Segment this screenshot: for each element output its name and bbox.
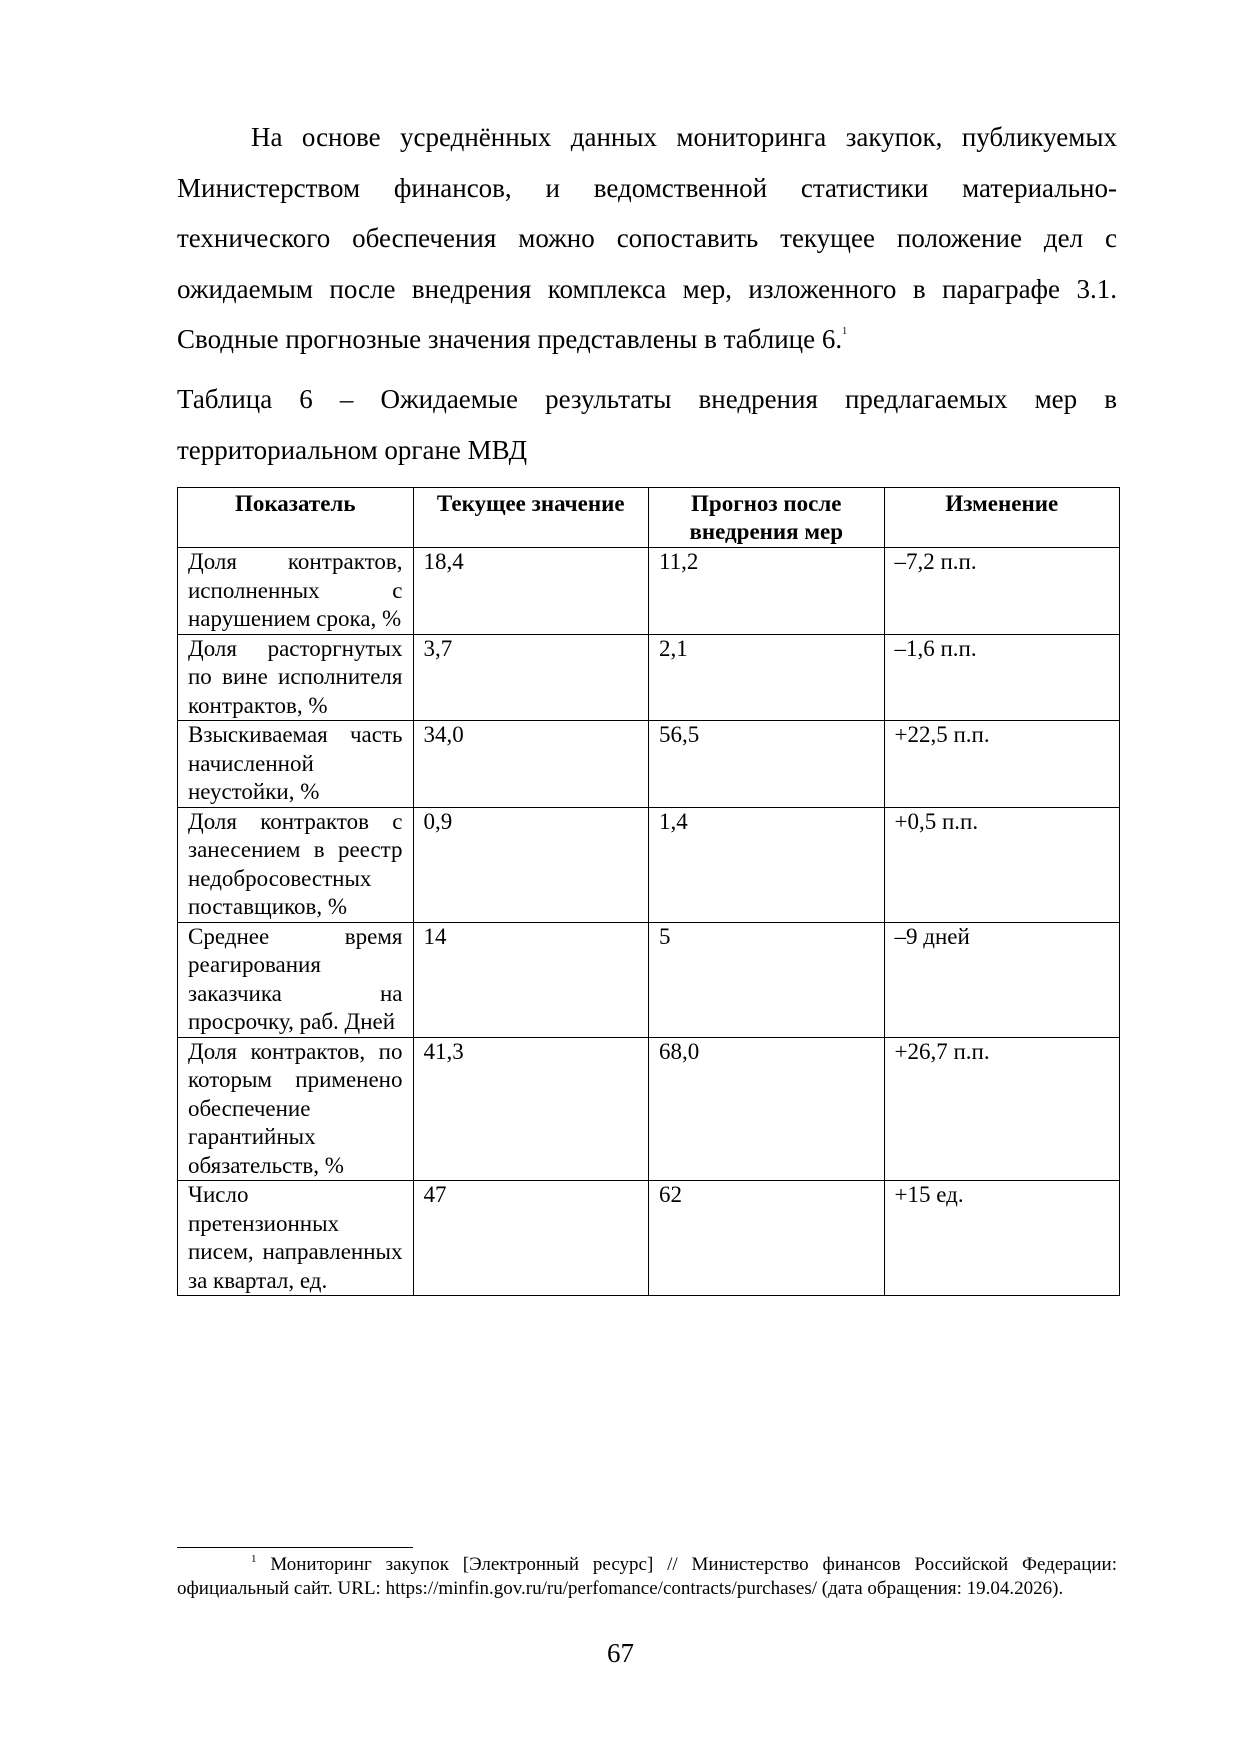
cell-forecast: 62 (649, 1181, 885, 1296)
cell-indicator: Доля расторгнутых по вине исполнителя контрактов, % (178, 634, 414, 721)
cell-forecast: 68,0 (649, 1037, 885, 1181)
cell-forecast: 11,2 (649, 548, 885, 635)
footnote-text: Мониторинг закупок [Электронный ресурс] // Министерство финансов Российской Федерации: официальный сайт. URL: https://minfin.gov.ru/ru/perfomance/contracts/purchases/ (дата обращения: 19.04.2026). (177, 1554, 1117, 1599)
cell-change: +15 ед. (884, 1181, 1120, 1296)
cell-indicator: Доля контрактов с занесением в реестр недобросовестных поставщиков, % (178, 807, 414, 922)
table-row (178, 1181, 1120, 1296)
cell-forecast: 2,1 (649, 634, 885, 721)
table-row (178, 922, 1120, 1037)
header-current-value: Текущее значение (413, 488, 649, 548)
table-row (178, 807, 1120, 922)
cell-indicator: Доля контрактов, по которым применено обеспечение гарантийных обязательств, % (178, 1037, 414, 1181)
cell-change: +22,5 п.п. (884, 721, 1120, 808)
cell-indicator: Взыскиваемая часть начисленной неустойки, % (178, 721, 414, 808)
table-row (178, 634, 1120, 721)
cell-current: 0,9 (413, 807, 649, 922)
cell-current: 18,4 (413, 548, 649, 635)
cell-current: 41,3 (413, 1037, 649, 1181)
table-header-row (178, 488, 1120, 548)
page-number: 67 (607, 1638, 634, 1668)
cell-current: 14 (413, 922, 649, 1037)
cell-change: –1,6 п.п. (884, 634, 1120, 721)
cell-indicator: Среднее время реагирования заказчика на просрочку, раб. Дней (178, 922, 414, 1037)
table-row (178, 548, 1120, 635)
header-change: Изменение (884, 488, 1120, 548)
header-forecast: Прогноз после внедрения мер (649, 488, 885, 548)
cell-current: 47 (413, 1181, 649, 1296)
table-row (178, 1037, 1120, 1181)
cell-current: 3,7 (413, 634, 649, 721)
table-caption: Таблица 6 – Ожидаемые результаты внедрения предлагаемых мер в территориальном органе МВД (177, 384, 1117, 465)
footnote-separator (177, 1547, 413, 1548)
body-paragraph (177, 112, 1117, 365)
cell-change: –7,2 п.п. (884, 548, 1120, 635)
cell-change: +0,5 п.п. (884, 807, 1120, 922)
results-table (177, 487, 1120, 1296)
cell-change: –9 дней (884, 922, 1120, 1037)
footnote (177, 1553, 1117, 1600)
cell-indicator: Доля контрактов, исполненных с нарушением срока, % (178, 548, 414, 635)
footnote-reference[interactable]: 1 (842, 326, 848, 337)
cell-indicator: Число претензионных писем, направленных за квартал, ед. (178, 1181, 414, 1296)
cell-forecast: 5 (649, 922, 885, 1037)
cell-forecast: 56,5 (649, 721, 885, 808)
table-row (178, 721, 1120, 808)
cell-forecast: 1,4 (649, 807, 885, 922)
paragraph-text: На основе усреднённых данных мониторинга закупок, публикуемых Министерством финансов, и ведомственной статистики материально-технического обеспечения можно сопоставить текущее положение дел с ожидаемым после внедрения комплекса мер, изложенного в параграфе 3.1. Сводные прогнозные значения представлены в таблице 6. (177, 122, 1117, 354)
cell-change: +26,7 п.п. (884, 1037, 1120, 1181)
cell-current: 34,0 (413, 721, 649, 808)
footnote-marker: 1 (251, 1553, 257, 1565)
header-indicator: Показатель (178, 488, 414, 548)
